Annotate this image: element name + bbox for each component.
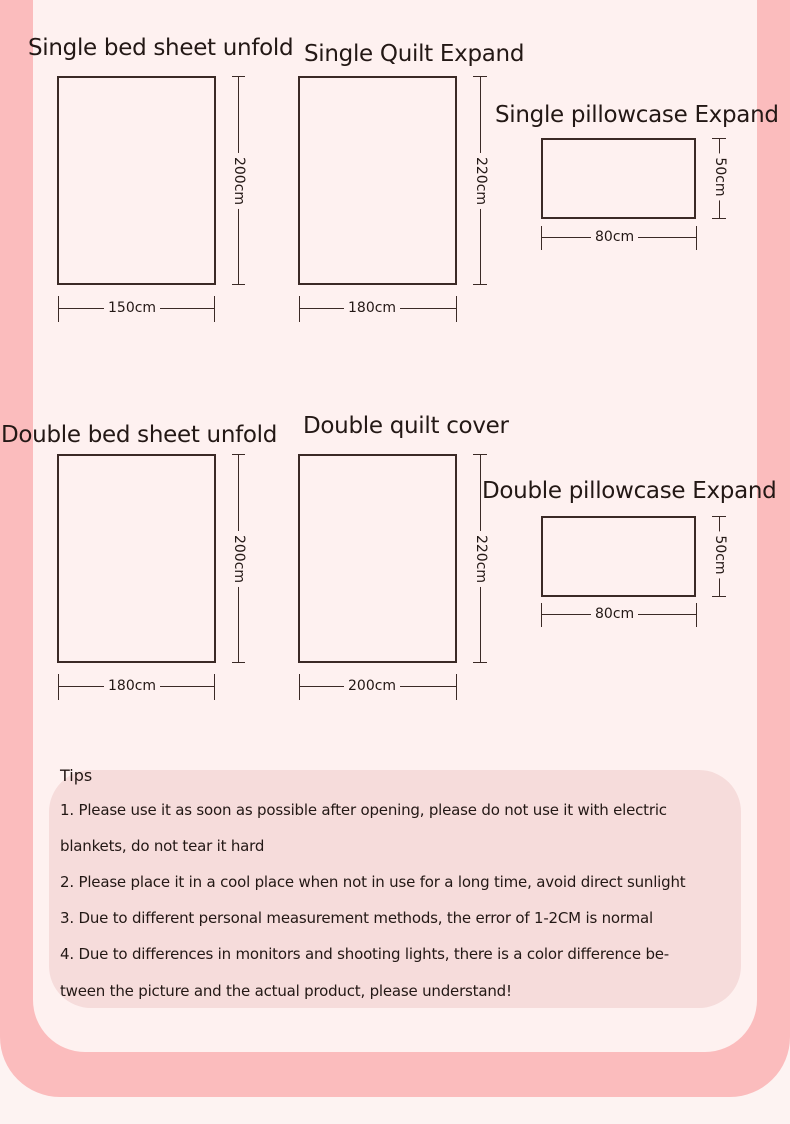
double-sheet-shape: [57, 454, 216, 663]
single-sheet-title: Single bed sheet unfold: [28, 35, 294, 61]
single-sheet-width-label: 150cm: [104, 300, 160, 316]
double-pillow-height-cap-top: [712, 516, 726, 517]
double-pillow-width-label: 80cm: [591, 606, 638, 622]
double-quilt-height-cap-top: [473, 454, 487, 455]
tip-line-3: 3. Due to different personal measurement methods, the error of 1-2CM is normal: [60, 909, 653, 927]
double-quilt-width-cap-left: [299, 674, 300, 700]
double-pillow-width-cap-left: [541, 603, 542, 627]
tip-line-1-cont: blankets, do not tear it hard: [60, 837, 265, 855]
single-pillow-title: Single pillowcase Expand: [495, 102, 779, 128]
single-quilt-height-cap-top: [473, 76, 487, 77]
single-quilt-width-cap-left: [299, 296, 300, 322]
double-pillow-height-label: 50cm: [712, 531, 728, 578]
single-quilt-title: Single Quilt Expand: [304, 41, 525, 67]
double-quilt-width-cap-right: [456, 674, 457, 700]
tip-line-4-cont: tween the picture and the actual product, please understand!: [60, 982, 512, 1000]
double-quilt-title: Double quilt cover: [303, 413, 509, 439]
single-quilt-width-cap-right: [456, 296, 457, 322]
single-sheet-height-label: 200cm: [231, 153, 247, 209]
double-pillow-title: Double pillowcase Expand: [482, 478, 777, 504]
single-quilt-height-cap-bottom: [473, 284, 487, 285]
single-pillow-shape: [541, 138, 696, 219]
single-pillow-height-cap-bottom: [712, 218, 726, 219]
single-sheet-height-cap-top: [232, 76, 245, 77]
double-quilt-width-label: 200cm: [344, 678, 400, 694]
single-pillow-width-cap-right: [696, 226, 697, 250]
double-pillow-shape: [541, 516, 696, 597]
double-quilt-shape: [298, 454, 457, 663]
double-sheet-title: Double bed sheet unfold: [1, 422, 278, 448]
single-pillow-width-cap-left: [541, 226, 542, 250]
single-pillow-height-label: 50cm: [712, 153, 728, 200]
double-quilt-height-label: 220cm: [473, 531, 489, 587]
double-sheet-width-cap-left: [58, 674, 59, 700]
double-sheet-width-label: 180cm: [104, 678, 160, 694]
single-sheet-height-cap-bottom: [232, 284, 245, 285]
double-quilt-height-cap-bottom: [473, 662, 487, 663]
double-sheet-height-cap-top: [232, 454, 245, 455]
tip-line-2: 2. Please place it in a cool place when not in use for a long time, avoid direct sunlight: [60, 873, 686, 891]
single-quilt-width-label: 180cm: [344, 300, 400, 316]
single-quilt-shape: [298, 76, 457, 285]
single-pillow-width-label: 80cm: [591, 229, 638, 245]
double-pillow-height-cap-bottom: [712, 596, 726, 597]
single-quilt-height-label: 220cm: [473, 153, 489, 209]
single-sheet-width-cap-right: [214, 296, 215, 322]
double-sheet-height-cap-bottom: [232, 662, 245, 663]
double-pillow-width-cap-right: [696, 603, 697, 627]
single-pillow-height-cap-top: [712, 138, 726, 139]
tips-title: Tips: [60, 766, 93, 785]
tip-line-1: 1. Please use it as soon as possible after opening, please do not use it with electric: [60, 801, 667, 819]
double-sheet-height-label: 200cm: [231, 531, 247, 587]
double-sheet-width-cap-right: [214, 674, 215, 700]
single-sheet-width-cap-left: [58, 296, 59, 322]
tip-line-4: 4. Due to differences in monitors and shooting lights, there is a color difference be-: [60, 945, 670, 963]
single-sheet-shape: [57, 76, 216, 285]
